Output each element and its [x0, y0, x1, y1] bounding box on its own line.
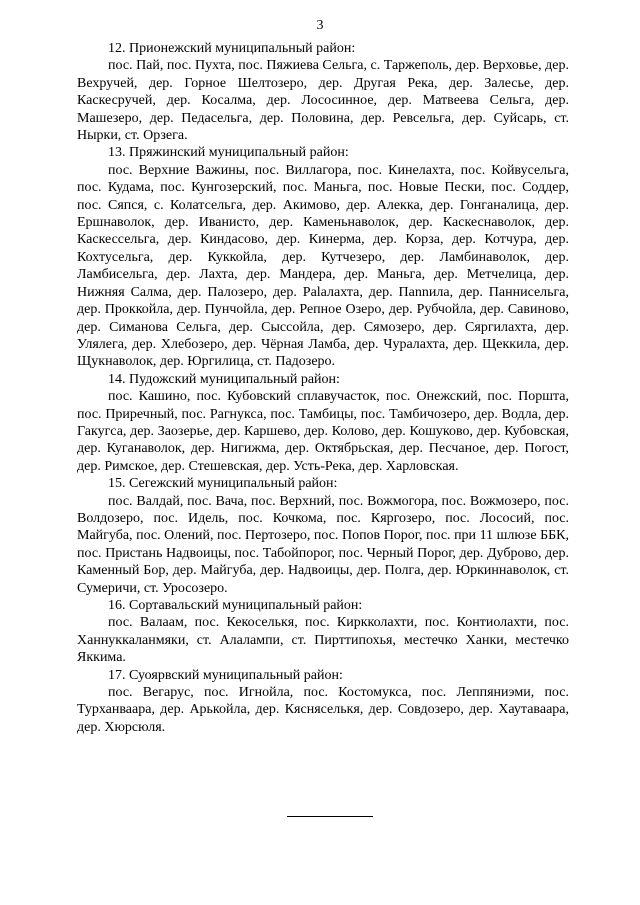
section-prionezhsky — [77, 40, 569, 144]
section-heading: 17. Суоярвский муниципальный район: — [108, 667, 343, 683]
section-pryazhinsky — [77, 144, 569, 370]
page-number: 3 — [316, 18, 324, 33]
section-pudozhsky — [77, 371, 569, 475]
section-heading: 13. Пряжинский муниципальный район: — [108, 145, 349, 161]
section-settlements: пос. Кашино, пос. Кубовский сплавучасток, пос. Онежский, пос. Поршта, пос. Приречный, пос. Рагнукса, пос. Тамбицы, пос. Тамбичозеро, дер. Водла, дер. Гакугса, дер. Заозерье, дер. Каршево, дер. Колово, дер. Кошуково, дер. Кубовская, дер. Куганаволок, дер. Нигижма, дер. Октябрьская, дер. Песчаное, дер. Погост, дер. Римское, дер. Стешевская, дер. Усть-Река, дер. Харловская. — [77, 389, 569, 474]
section-suoyarvsky — [77, 667, 569, 737]
section-settlements: пос. Вегарус, пос. Игнойла, пос. Костомукса, пос. Леппяниэми, пос. Турханваара, дер. Арькойла, дер. Кясняселькя, дер. Совдозеро, дер. Хаутаваара, дер. Хюрсюля. — [77, 685, 569, 735]
closing-divider-line — [287, 816, 373, 817]
section-settlements: пос. Валаам, пос. Кекоселькя, пос. Киркколахти, пос. Контиолахти, пос. Ханнуккаланмяки, ст. Алалампи, ст. Пирттипохья, местечко Ханки, местечко Яккима. — [77, 615, 569, 666]
section-heading: 14. Пудожский муниципальный район: — [108, 371, 340, 387]
section-heading: 12. Прионежский муниципальный район: — [108, 41, 356, 56]
section-heading: 16. Сортавальский муниципальный район: — [108, 598, 363, 613]
document-body — [77, 40, 569, 736]
section-heading: 15. Сегежский муниципальный район: — [108, 476, 338, 492]
section-settlements: пос. Пай, пос. Пухта, пос. Пяжиева Сельга, с. Таржеполь, дер. Верховье, дер. Вехручей, дер. Горное Шелтозеро, дер. Другая Река, дер. Залесье, дер. Каскесручей, дер. Косалма, дер. Лососинное, дер. Матвеева Сельга, дер. Машезеро, дер. Педасельга, дер. Половина, дер. Ревсельга, дер. Суйсарь, ст. Нырки, ст. Орзега. — [77, 58, 569, 144]
section-settlements: пос. Валдай, пос. Вача, пос. Верхний, пос. Вожмогора, пос. Вожмозеро, пос. Волдозеро, пос. Идель, пос. Кочкома, пос. Кяргозеро, пос. Лососий, пос. Майгуба, пос. Олений, пос. Пертозеро, пос. Попов Порог, пос. при 11 шлюзе ББК, пос. Пристань Надвоицы, пос. Табойпорог, пос. Черный Порог, дер. Дуброво, дер. Каменный Бор, дер. Майгуба, дер. Надвоицы, дер. Полга, дер. Юркиннаволок, ст. Сумеричи, ст. Уросозеро. — [77, 493, 569, 596]
section-settlements: пос. Верхние Важины, пос. Виллагора, пос. Кинелахта, пос. Койвусельга, пос. Кудама, пос. Кунгозерский, пос. Маньга, пос. Новые Пески, пос. Соддер, пос. Сяпся, с. Колатсельга, дер. Акимово, дер. Алекка, дер. Гонганалица, дер. Ершнаволок, дер. Иванисто, дер. Каменьнаволок, дер. Каскеснаволок, дер. Каскессельга, дер. Киндасово, дер. Кинерма, дер. Корза, дер. Котчура, дер. Кохтусельга, дер. Куккойла, дер. Кутчезеро, дер. Ламбинаволок, дер. Ламбисельга, дер. Лахта, дер. Мандера, дер. Маньга, дер. Метчелица, дер. Нижняя Салма, дер. Палозеро, дер. Palалахта, дер. Пannила, дер. Паннисельга, дер. Проккойла, дер. Пунчойла, дер. Репное Озеро, дер. Рубчойла, дер. Савиново, дер. Симанова Сельга, дер. Сыссойла, дер. Сямозеро, дер. Сяргилахта, дер. Улялега, дер. Хлебозеро, дер. Чёрная Ламба, дер. Чуралахта, дер. Щеккила, дер. Щукнаволок, дер. Юргилица, ст. Падозеро. — [77, 162, 569, 370]
section-segezhsky — [77, 475, 569, 597]
section-sortavalsky — [77, 597, 569, 667]
